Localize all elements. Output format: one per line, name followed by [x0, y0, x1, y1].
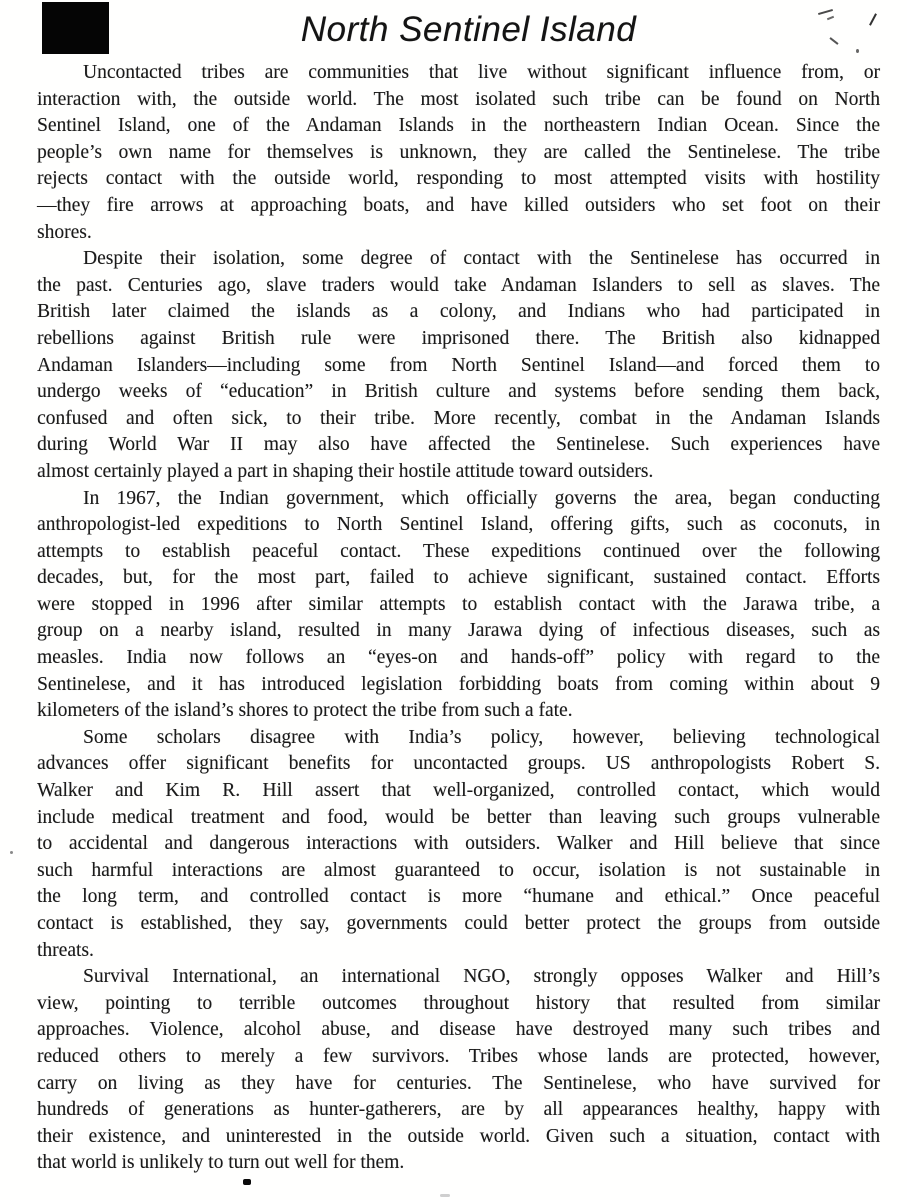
- text-line: almost certainly played a part in shaping their hostile attitude toward outsiders.: [37, 460, 654, 482]
- text-line: Walker and Kim R. Hill assert that well-organized, controlled contact, which would: [37, 780, 880, 802]
- text-line: undergo weeks of “education” in British culture and systems before sending them back,: [37, 381, 880, 403]
- text-line: view, pointing to terrible outcomes throughout history that resulted from similar: [37, 992, 880, 1014]
- passage: [37, 60, 880, 1177]
- text-line: that world is unlikely to turn out well for them.: [37, 1152, 405, 1174]
- text-line: Despite their isolation, some degree of contact with the Sentinelese has occurred in: [83, 248, 880, 270]
- ink-speck: [243, 1179, 251, 1185]
- text-line: such harmful interactions are almost guaranteed to occur, isolation is not sustainable in: [37, 859, 880, 881]
- text-line: their existence, and uninterested in the outside world. Given such a situation, contact with: [37, 1125, 880, 1147]
- text-line: In 1967, the Indian government, which officially governs the area, began conducting: [83, 487, 880, 509]
- text-line: threats.: [37, 939, 94, 961]
- text-line: during World War II may also have affected the Sentinelese. Such experiences have: [37, 434, 880, 456]
- text-line: reduced others to merely a few survivors. Tribes whose lands are protected, however,: [37, 1045, 880, 1067]
- text-line: people’s own name for themselves is unknown, they are called the Sentinelese. The tribe: [37, 141, 880, 163]
- text-line: shores.: [37, 221, 92, 243]
- text-line: kilometers of the island’s shores to protect the tribe from such a fate.: [37, 700, 573, 722]
- text-line: Some scholars disagree with India’s policy, however, believing technological: [83, 726, 880, 748]
- page-title: North Sentinel Island: [300, 10, 637, 49]
- text-line: Andaman Islanders—including some from North Sentinel Island—and forced them to: [37, 354, 880, 376]
- ink-speck: [440, 1194, 450, 1197]
- text-line: rebellions against British rule were imprisoned there. The British also kidnapped: [37, 327, 880, 349]
- text-line: anthropologist-led expeditions to North Sentinel Island, offering gifts, such as coconuts, in: [37, 514, 880, 536]
- text-line: group on a nearby island, resulted in many Jarawa dying of infectious diseases, such as: [37, 620, 880, 642]
- text-line: —they fire arrows at approaching boats, and have killed outsiders who set foot on their: [37, 194, 880, 216]
- text-line: approaches. Violence, alcohol abuse, and disease have destroyed many such tribes and: [37, 1019, 880, 1041]
- text-line: Sentinelese, and it has introduced legislation forbidding boats from coming within about 9: [37, 673, 880, 695]
- text-line: measles. India now follows an “eyes-on and hands-off” policy with regard to the: [37, 647, 880, 669]
- text-line: contact is established, they say, governments could better protect the groups from outside: [37, 913, 880, 934]
- text-line: decades, but, for the most part, failed to achieve significant, sustained contact. Efforts: [37, 567, 880, 589]
- text-line: British later claimed the islands as a colony, and Indians who had participated in: [37, 301, 880, 323]
- text-line: rejects contact with the outside world, responding to most attempted visits with hostility: [37, 168, 880, 190]
- text-line: interaction with, the outside world. The most isolated such tribe can be found on North: [37, 88, 880, 110]
- text-line: were stopped in 1996 after similar attempts to establish contact with the Jarawa tribe, a: [37, 593, 880, 615]
- text-line: to accidental and dangerous interactions with outsiders. Walker and Hill believe that since: [37, 833, 880, 855]
- text-line: the past. Centuries ago, slave traders would take Andaman Islanders to sell as slaves. The: [37, 274, 880, 296]
- text-line: hundreds of generations as hunter-gatherers, are by all appearances healthy, happy with: [37, 1099, 880, 1121]
- ink-speck: [10, 851, 13, 854]
- text-line: Sentinel Island, one of the Andaman Islands in the northeastern Indian Ocean. Since the: [37, 115, 880, 137]
- text-line: include medical treatment and food, would be better than leaving such groups vulnerable: [37, 806, 880, 828]
- text-line: confused and often sick, to their tribe. More recently, combat in the Andaman Islands: [37, 407, 880, 429]
- text-line: the long term, and controlled contact is more “humane and ethical.” Once peaceful: [37, 886, 880, 908]
- text-line: carry on living as they have for centuries. The Sentinelese, who have survived for: [37, 1072, 880, 1094]
- text-line: attempts to establish peaceful contact. These expeditions continued over the following: [37, 540, 880, 562]
- text-line: Uncontacted tribes are communities that live without significant influence from, or: [83, 62, 880, 83]
- text-line: advances offer significant benefits for uncontacted groups. US anthropologists Robert S.: [37, 753, 880, 775]
- text-line: Survival International, an international NGO, strongly opposes Walker and Hill’s: [83, 966, 880, 988]
